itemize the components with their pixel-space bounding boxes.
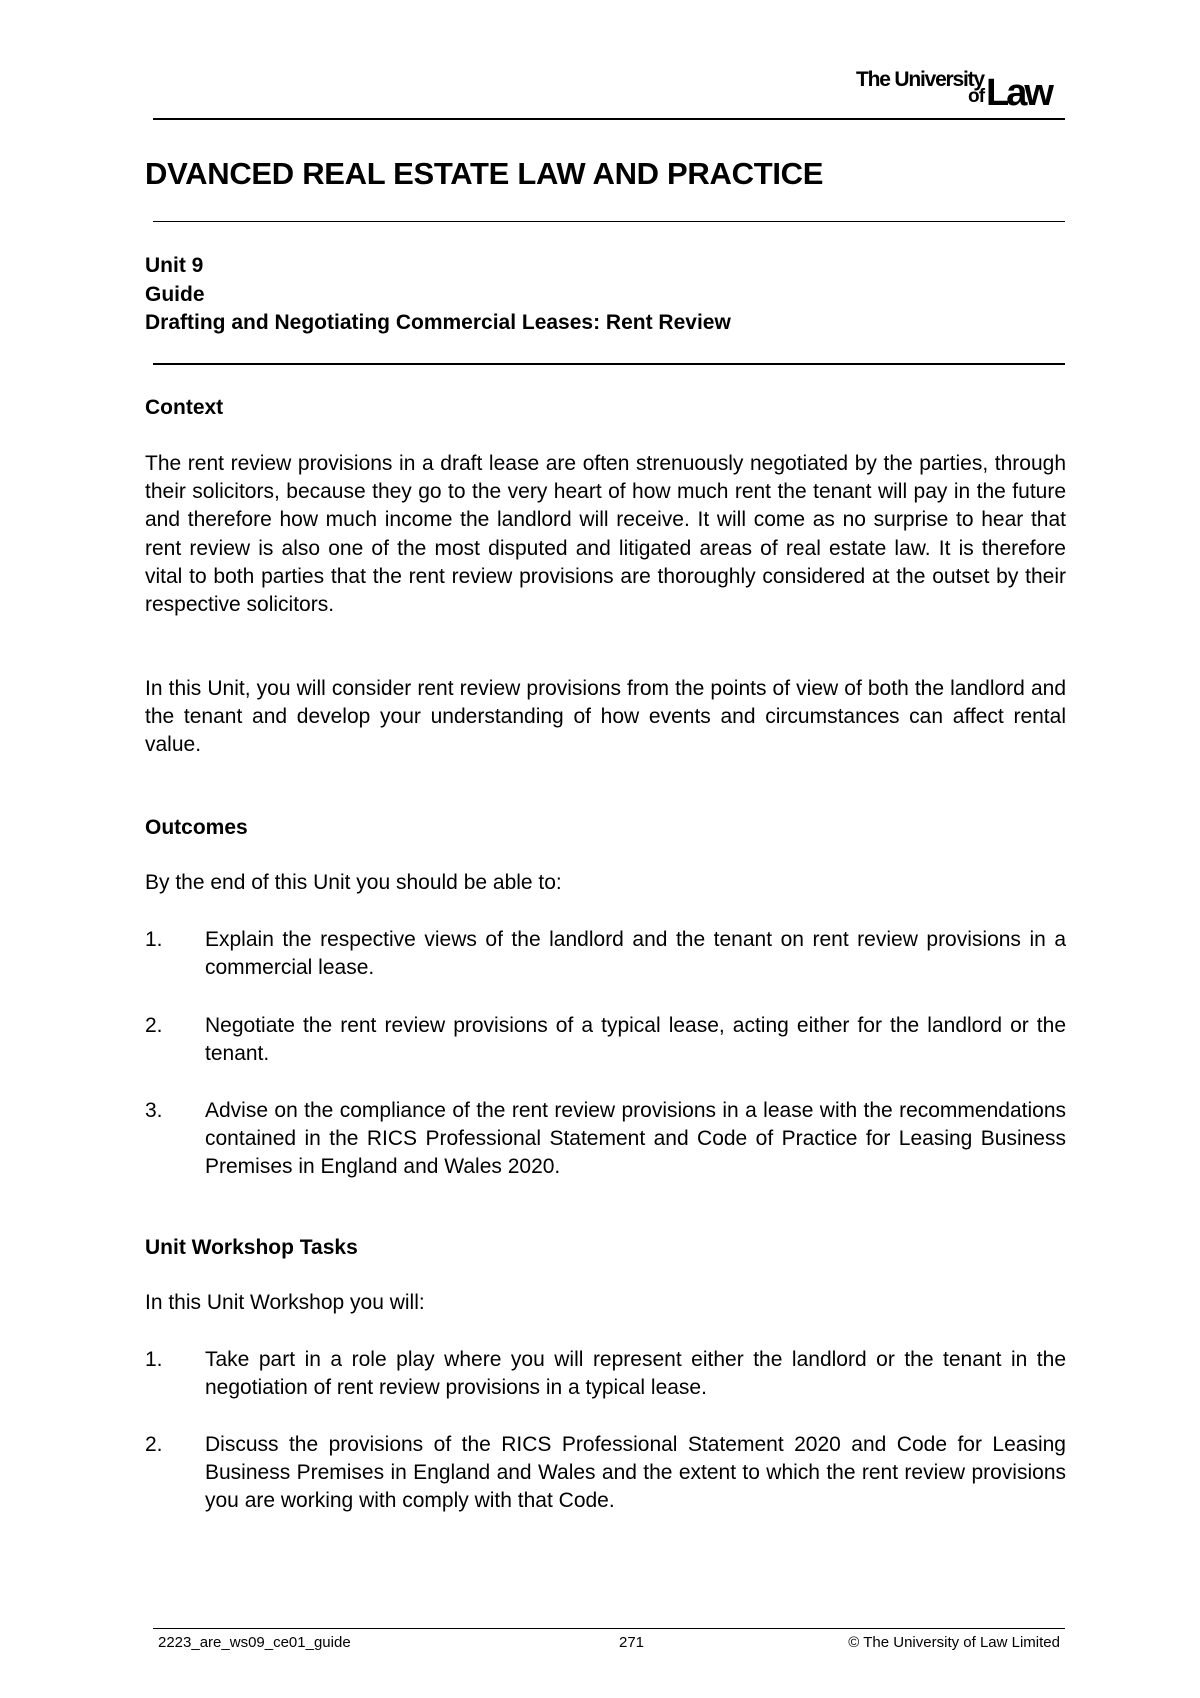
workshop-item — [145, 1346, 1066, 1402]
logo-law: Law — [986, 72, 1051, 114]
workshop-heading: Unit Workshop Tasks — [145, 1236, 358, 1259]
document-title: DVANCED REAL ESTATE LAW AND PRACTICE — [145, 156, 824, 191]
logo-of: of — [968, 86, 985, 107]
outcomes-heading: Outcomes — [145, 816, 248, 839]
workshop-intro: In this Unit Workshop you will: — [145, 1291, 425, 1314]
header-rule — [153, 118, 1065, 120]
outcome-item — [145, 926, 1066, 982]
footer-copyright: © The University of Law Limited — [848, 1634, 1060, 1651]
workshop-item — [145, 1431, 1066, 1516]
footer-rule — [153, 1628, 1065, 1629]
unit-rule — [153, 363, 1065, 365]
context-heading: Context — [145, 396, 224, 419]
outcome-text: Negotiate the rent review provisions of a typical lease, acting either for the landlord or the tenant. — [205, 1014, 1066, 1066]
outcome-number: 3. — [145, 1099, 163, 1122]
title-rule — [153, 221, 1065, 222]
university-of-law-logo — [856, 68, 1066, 112]
unit-type: Guide — [145, 282, 205, 306]
logo-line1: The University — [856, 68, 984, 91]
context-paragraph-1: The rent review provisions in a draft lease are often strenuously negotiated by the parties, through their solicitors, because they go to the very heart of how much rent the tenant will pay in the future and therefore how much income the landlord will receive. It will come as no surprise to hear that rent review is also one of the most disputed and litigated areas of real estate law. It is therefore vital to both parties that the rent review provisions are thoroughly considered at the outset by their respective solicitors. — [145, 452, 1066, 617]
unit-number: Unit 9 — [145, 254, 204, 277]
outcome-text: Explain the respective views of the landlord and the tenant on rent review provisions in a commercial lease. — [205, 928, 1066, 980]
outcome-item — [145, 1012, 1066, 1068]
workshop-number: 2. — [145, 1433, 163, 1456]
outcome-item — [145, 1097, 1066, 1182]
footer-page-number: 271 — [619, 1634, 645, 1651]
outcome-text: Advise on the compliance of the rent review provisions in a lease with the recommendations contained in the RICS Professional Statement and Code of Practice for Leasing Business Premises in England and Wales 2020. — [205, 1099, 1066, 1179]
outcome-number: 2. — [145, 1014, 163, 1037]
context-paragraph-2: In this Unit, you will consider rent review provisions from the points of view of both the landlord and the tenant and develop your understanding of how events and circumstances can affect rental value. — [145, 677, 1066, 757]
footer-code: 2223_are_ws09_ce01_guide — [158, 1634, 351, 1651]
workshop-text: Take part in a role play where you will represent either the landlord or the tenant in the negotiation of rent review provisions in a typical lease. — [205, 1348, 1066, 1400]
workshop-number: 1. — [145, 1348, 163, 1371]
outcomes-intro: By the end of this Unit you should be able to: — [145, 871, 562, 894]
unit-subtitle: Drafting and Negotiating Commercial Leases: Rent Review — [145, 311, 731, 334]
unit-block — [145, 252, 731, 338]
workshop-text: Discuss the provisions of the RICS Professional Statement 2020 and Code for Leasing Business Premises in England and Wales and the extent to which the rent review provisions you are working with comply with that Code. — [205, 1433, 1066, 1513]
outcome-number: 1. — [145, 928, 163, 951]
